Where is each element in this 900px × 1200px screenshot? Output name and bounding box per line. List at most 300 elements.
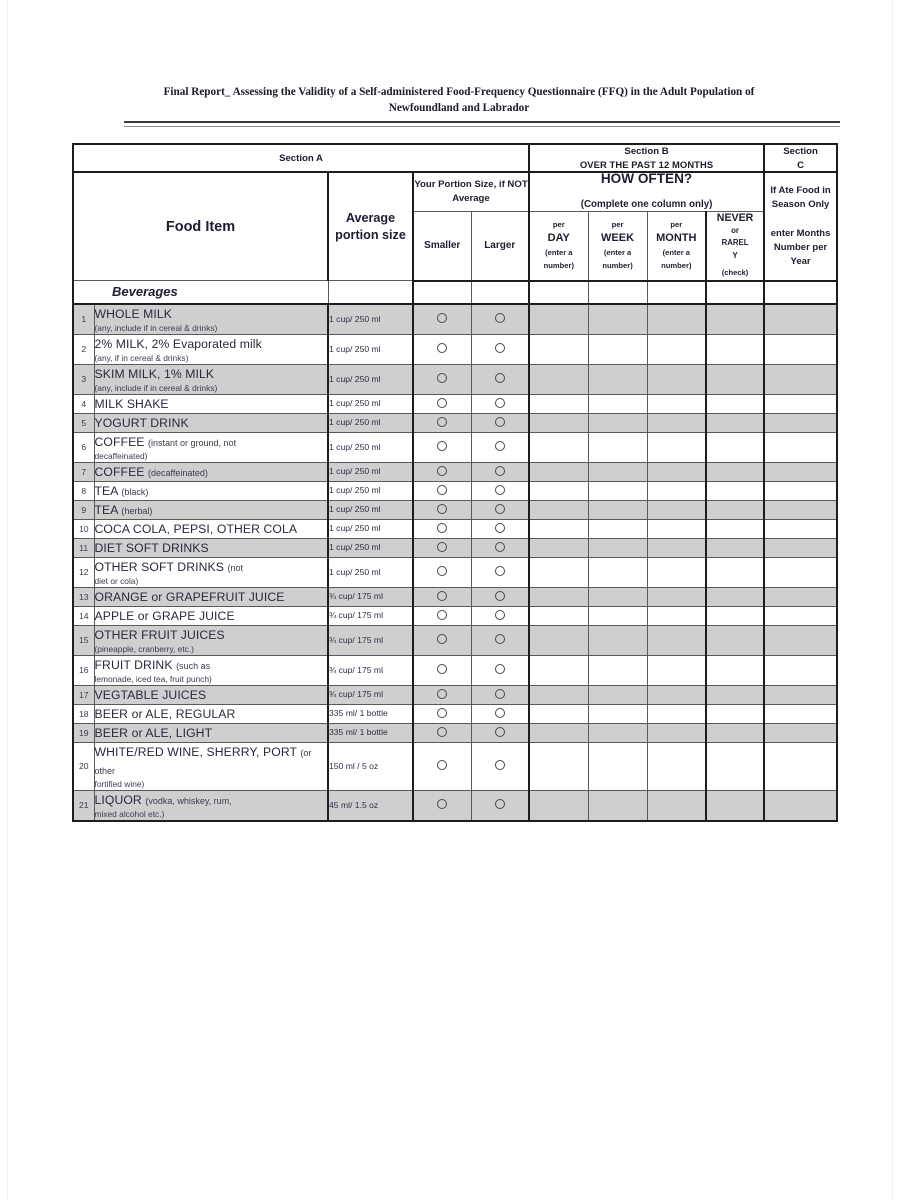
per-day-entry[interactable] — [529, 625, 588, 655]
radio-circle-icon[interactable] — [437, 466, 447, 476]
per-month-entry[interactable] — [647, 723, 706, 742]
food-item-name — [94, 500, 328, 519]
per-week-entry[interactable] — [588, 334, 647, 364]
months-per-year-entry[interactable] — [764, 655, 837, 685]
header-per-month-label: MONTH — [656, 231, 697, 244]
smaller-radio[interactable] — [413, 304, 471, 335]
larger-radio[interactable] — [471, 364, 529, 394]
food-item-subnote: fortified wine) — [94, 778, 145, 789]
per-day-entry[interactable] — [529, 519, 588, 538]
header-never-or-rarely — [706, 212, 764, 281]
smaller-radio[interactable] — [413, 790, 471, 821]
group-heading-row — [73, 281, 837, 304]
radio-circle-icon[interactable] — [495, 799, 505, 809]
column-header-row-primary — [73, 172, 837, 212]
months-per-year-entry[interactable] — [764, 704, 837, 723]
radio-circle-icon[interactable] — [495, 343, 505, 353]
larger-radio[interactable] — [471, 685, 529, 704]
per-week-entry[interactable] — [588, 685, 647, 704]
average-portion-size-value: 1 cup/ 250 ml — [328, 500, 413, 519]
never-rarely-entry[interactable] — [706, 500, 764, 519]
row-number: 15 — [73, 625, 94, 655]
per-month-entry[interactable] — [647, 655, 706, 685]
never-rarely-entry[interactable] — [706, 413, 764, 432]
per-month-entry[interactable] — [647, 790, 706, 821]
per-day-entry[interactable] — [529, 462, 588, 481]
radio-circle-icon[interactable] — [437, 610, 447, 620]
header-average-portion-size: Average portion size — [328, 172, 413, 281]
radio-circle-icon[interactable] — [437, 727, 447, 737]
never-rarely-entry[interactable] — [706, 742, 764, 790]
food-item-qualifier: (or other — [94, 747, 312, 776]
larger-radio[interactable] — [471, 432, 529, 462]
group-heading-portion-cell — [328, 281, 413, 304]
per-day-entry[interactable] — [529, 432, 588, 462]
never-rarely-entry[interactable] — [706, 790, 764, 821]
radio-circle-icon[interactable] — [495, 373, 505, 383]
per-day-entry[interactable] — [529, 742, 588, 790]
per-week-entry[interactable] — [588, 481, 647, 500]
per-day-entry[interactable] — [529, 606, 588, 625]
smaller-radio[interactable] — [413, 723, 471, 742]
ffq-questionnaire-table — [72, 143, 838, 822]
per-week-entry[interactable] — [588, 655, 647, 685]
table-row — [73, 723, 837, 742]
food-item-label: COFFEE — [94, 434, 149, 449]
header-season-only — [764, 172, 837, 281]
smaller-radio[interactable] — [413, 625, 471, 655]
per-month-entry[interactable] — [647, 587, 706, 606]
never-rarely-entry[interactable] — [706, 304, 764, 335]
food-item-name — [94, 685, 328, 704]
months-per-year-entry[interactable] — [764, 606, 837, 625]
months-per-year-entry[interactable] — [764, 685, 837, 704]
row-number: 5 — [73, 413, 94, 432]
months-per-year-entry[interactable] — [764, 462, 837, 481]
header-per-month-prefix: per — [670, 220, 683, 230]
average-portion-size-value: ¾ cup/ 175 ml — [328, 685, 413, 704]
radio-circle-icon[interactable] — [437, 343, 447, 353]
months-per-year-entry[interactable] — [764, 625, 837, 655]
food-item-label: MILK SHAKE — [94, 396, 169, 411]
per-day-entry[interactable] — [529, 704, 588, 723]
average-portion-size-value: 1 cup/ 250 ml — [328, 394, 413, 413]
larger-radio[interactable] — [471, 742, 529, 790]
per-week-entry[interactable] — [588, 413, 647, 432]
radio-circle-icon[interactable] — [437, 313, 447, 323]
food-item-name — [94, 655, 328, 685]
larger-radio[interactable] — [471, 723, 529, 742]
food-item-label: YOGURT DRINK — [94, 415, 189, 430]
radio-circle-icon[interactable] — [495, 441, 505, 451]
months-per-year-entry[interactable] — [764, 304, 837, 335]
radio-circle-icon[interactable] — [495, 664, 505, 674]
group-heading-cell — [73, 281, 328, 304]
radio-circle-icon[interactable] — [437, 799, 447, 809]
header-never-or: or — [731, 225, 739, 235]
radio-circle-icon[interactable] — [495, 417, 505, 427]
never-rarely-entry[interactable] — [706, 538, 764, 557]
section-banner-row — [73, 144, 837, 172]
row-number: 17 — [73, 685, 94, 704]
smaller-radio[interactable] — [413, 519, 471, 538]
radio-circle-icon[interactable] — [437, 566, 447, 576]
section-b-subtitle: OVER THE PAST 12 MONTHS — [579, 159, 714, 170]
smaller-radio[interactable] — [413, 462, 471, 481]
food-item-label: OTHER SOFT DRINKS — [94, 559, 228, 574]
radio-circle-icon[interactable] — [437, 542, 447, 552]
food-item-name — [94, 481, 328, 500]
section-b-label: Section B — [624, 146, 669, 157]
food-item-qualifier: (such as — [176, 660, 211, 671]
header-food-item: Food Item — [73, 172, 328, 281]
per-week-entry[interactable] — [588, 606, 647, 625]
per-month-entry[interactable] — [647, 334, 706, 364]
months-per-year-entry[interactable] — [764, 334, 837, 364]
food-item-label: TEA — [94, 502, 122, 517]
average-portion-size-value: 1 cup/ 250 ml — [328, 413, 413, 432]
table-row — [73, 606, 837, 625]
larger-radio[interactable] — [471, 655, 529, 685]
per-day-entry[interactable] — [529, 587, 588, 606]
never-rarely-entry[interactable] — [706, 334, 764, 364]
group-heading-season-cell — [764, 281, 837, 304]
radio-circle-icon[interactable] — [437, 504, 447, 514]
per-week-entry[interactable] — [588, 625, 647, 655]
per-day-entry[interactable] — [529, 304, 588, 335]
header-per-day-prefix: per — [552, 220, 565, 230]
per-day-entry[interactable] — [529, 500, 588, 519]
food-item-qualifier: (instant or ground, not — [148, 437, 237, 448]
header-smaller: Smaller — [413, 212, 471, 281]
per-month-entry[interactable] — [647, 304, 706, 335]
average-portion-size-value: 1 cup/ 250 ml — [328, 462, 413, 481]
food-item-name — [94, 723, 328, 742]
average-portion-size-value: 1 cup/ 250 ml — [328, 481, 413, 500]
per-week-entry[interactable] — [588, 557, 647, 587]
larger-radio[interactable] — [471, 625, 529, 655]
radio-circle-icon[interactable] — [495, 727, 505, 737]
per-week-entry[interactable] — [588, 704, 647, 723]
radio-circle-icon[interactable] — [495, 760, 505, 770]
section-b-header — [529, 144, 764, 172]
per-month-entry[interactable] — [647, 481, 706, 500]
per-week-entry[interactable] — [588, 538, 647, 557]
row-number: 18 — [73, 704, 94, 723]
food-item-subnote: diet or cola) — [94, 575, 139, 586]
per-month-entry[interactable] — [647, 685, 706, 704]
months-per-year-entry[interactable] — [764, 364, 837, 394]
per-month-entry[interactable] — [647, 742, 706, 790]
larger-radio[interactable] — [471, 606, 529, 625]
radio-circle-icon[interactable] — [437, 441, 447, 451]
table-row — [73, 557, 837, 587]
months-per-year-entry[interactable] — [764, 394, 837, 413]
never-rarely-entry[interactable] — [706, 394, 764, 413]
food-item-name — [94, 364, 328, 394]
larger-radio[interactable] — [471, 500, 529, 519]
never-rarely-entry[interactable] — [706, 625, 764, 655]
radio-circle-icon[interactable] — [437, 760, 447, 770]
table-row — [73, 304, 837, 335]
per-day-entry[interactable] — [529, 685, 588, 704]
food-item-subnote: (pineapple, cranberry, etc.) — [94, 643, 194, 654]
per-week-entry[interactable] — [588, 462, 647, 481]
per-month-entry[interactable] — [647, 519, 706, 538]
per-day-entry[interactable] — [529, 481, 588, 500]
larger-radio[interactable] — [471, 704, 529, 723]
food-item-name — [94, 606, 328, 625]
radio-circle-icon[interactable] — [495, 466, 505, 476]
smaller-radio[interactable] — [413, 557, 471, 587]
months-per-year-entry[interactable] — [764, 519, 837, 538]
per-day-entry[interactable] — [529, 723, 588, 742]
per-month-entry[interactable] — [647, 538, 706, 557]
per-day-entry[interactable] — [529, 394, 588, 413]
per-month-entry[interactable] — [647, 500, 706, 519]
row-number: 3 — [73, 364, 94, 394]
row-number: 4 — [73, 394, 94, 413]
food-item-label: DIET SOFT DRINKS — [94, 540, 209, 555]
per-day-entry[interactable] — [529, 334, 588, 364]
per-week-entry[interactable] — [588, 790, 647, 821]
never-rarely-entry[interactable] — [706, 481, 764, 500]
group-heading-smaller-cell — [413, 281, 471, 304]
header-per-month — [647, 212, 706, 281]
radio-circle-icon[interactable] — [495, 398, 505, 408]
per-day-entry[interactable] — [529, 557, 588, 587]
larger-radio[interactable] — [471, 304, 529, 335]
months-per-year-entry[interactable] — [764, 538, 837, 557]
food-item-label: 2% MILK, 2% Evaporated milk — [94, 336, 262, 351]
smaller-radio[interactable] — [413, 334, 471, 364]
months-per-year-entry[interactable] — [764, 500, 837, 519]
table-row — [73, 394, 837, 413]
header-how-often-label: HOW OFTEN? — [600, 171, 693, 186]
radio-circle-icon[interactable] — [437, 591, 447, 601]
food-item-qualifier: (decaffeinated) — [148, 467, 208, 478]
larger-radio[interactable] — [471, 557, 529, 587]
per-month-entry[interactable] — [647, 606, 706, 625]
food-item-label: BEER or ALE, REGULAR — [94, 706, 236, 721]
per-month-entry[interactable] — [647, 394, 706, 413]
radio-circle-icon[interactable] — [495, 634, 505, 644]
per-week-entry[interactable] — [588, 519, 647, 538]
smaller-radio[interactable] — [413, 655, 471, 685]
header-per-week — [588, 212, 647, 281]
table-row — [73, 742, 837, 790]
food-item-qualifier: (vodka, whiskey, rum, — [145, 795, 232, 806]
months-per-year-entry[interactable] — [764, 557, 837, 587]
per-day-entry[interactable] — [529, 413, 588, 432]
never-rarely-entry[interactable] — [706, 606, 764, 625]
per-month-entry[interactable] — [647, 413, 706, 432]
radio-circle-icon[interactable] — [495, 504, 505, 514]
radio-circle-icon[interactable] — [437, 417, 447, 427]
table-row — [73, 587, 837, 606]
radio-circle-icon[interactable] — [495, 485, 505, 495]
radio-circle-icon[interactable] — [437, 708, 447, 718]
per-day-entry[interactable] — [529, 790, 588, 821]
table-row — [73, 462, 837, 481]
months-per-year-entry[interactable] — [764, 742, 837, 790]
average-portion-size-value: 335 ml/ 1 bottle — [328, 704, 413, 723]
months-per-year-entry[interactable] — [764, 790, 837, 821]
table-row — [73, 334, 837, 364]
larger-radio[interactable] — [471, 462, 529, 481]
per-day-entry[interactable] — [529, 364, 588, 394]
radio-circle-icon[interactable] — [437, 664, 447, 674]
food-item-subnote: (any, include if in cereal & drinks) — [94, 322, 218, 333]
smaller-radio[interactable] — [413, 587, 471, 606]
radio-circle-icon[interactable] — [437, 634, 447, 644]
row-number: 12 — [73, 557, 94, 587]
average-portion-size-value: 1 cup/ 250 ml — [328, 364, 413, 394]
radio-circle-icon[interactable] — [495, 610, 505, 620]
smaller-radio[interactable] — [413, 413, 471, 432]
section-c-header — [764, 144, 837, 172]
smaller-radio[interactable] — [413, 481, 471, 500]
per-week-entry[interactable] — [588, 587, 647, 606]
average-portion-size-value: 45 ml/ 1.5 oz — [328, 790, 413, 821]
months-per-year-entry[interactable] — [764, 481, 837, 500]
section-c-label-2: C — [797, 159, 804, 170]
food-item-name — [94, 704, 328, 723]
food-item-name — [94, 519, 328, 538]
months-per-year-entry[interactable] — [764, 723, 837, 742]
smaller-radio[interactable] — [413, 500, 471, 519]
never-rarely-entry[interactable] — [706, 704, 764, 723]
larger-radio[interactable] — [471, 394, 529, 413]
larger-radio[interactable] — [471, 413, 529, 432]
food-item-name — [94, 557, 328, 587]
row-number: 10 — [73, 519, 94, 538]
average-portion-size-value: 1 cup/ 250 ml — [328, 334, 413, 364]
header-per-day-hint: (enter a number) — [543, 248, 574, 270]
never-rarely-entry[interactable] — [706, 364, 764, 394]
larger-radio[interactable] — [471, 587, 529, 606]
smaller-radio[interactable] — [413, 538, 471, 557]
food-item-rows — [73, 304, 837, 821]
smaller-radio[interactable] — [413, 704, 471, 723]
never-rarely-entry[interactable] — [706, 557, 764, 587]
title-divider — [124, 121, 840, 123]
never-rarely-entry[interactable] — [706, 723, 764, 742]
smaller-radio[interactable] — [413, 685, 471, 704]
per-week-entry[interactable] — [588, 394, 647, 413]
food-item-qualifier: (not — [227, 562, 243, 573]
smaller-radio[interactable] — [413, 394, 471, 413]
food-item-label: LIQUOR — [94, 792, 146, 807]
per-month-entry[interactable] — [647, 625, 706, 655]
per-month-entry[interactable] — [647, 432, 706, 462]
food-item-name — [94, 742, 328, 790]
food-item-name — [94, 394, 328, 413]
row-number: 20 — [73, 742, 94, 790]
header-how-often-note: (Complete one column only) — [580, 199, 713, 210]
larger-radio[interactable] — [471, 790, 529, 821]
radio-circle-icon[interactable] — [495, 708, 505, 718]
per-month-entry[interactable] — [647, 557, 706, 587]
per-week-entry[interactable] — [588, 432, 647, 462]
radio-circle-icon[interactable] — [437, 523, 447, 533]
per-week-entry[interactable] — [588, 364, 647, 394]
radio-circle-icon[interactable] — [495, 566, 505, 576]
header-never-check: (check) — [721, 268, 749, 277]
never-rarely-entry[interactable] — [706, 432, 764, 462]
group-heading-never-cell — [706, 281, 764, 304]
radio-circle-icon[interactable] — [495, 542, 505, 552]
never-rarely-entry[interactable] — [706, 462, 764, 481]
table-row — [73, 704, 837, 723]
food-item-name — [94, 413, 328, 432]
per-week-entry[interactable] — [588, 500, 647, 519]
never-rarely-entry[interactable] — [706, 519, 764, 538]
radio-circle-icon[interactable] — [495, 313, 505, 323]
months-per-year-entry[interactable] — [764, 587, 837, 606]
row-number: 2 — [73, 334, 94, 364]
per-day-entry[interactable] — [529, 538, 588, 557]
per-month-entry[interactable] — [647, 364, 706, 394]
per-month-entry[interactable] — [647, 462, 706, 481]
food-item-qualifier: (black) — [121, 486, 149, 497]
larger-radio[interactable] — [471, 538, 529, 557]
larger-radio[interactable] — [471, 519, 529, 538]
months-per-year-entry[interactable] — [764, 413, 837, 432]
radio-circle-icon[interactable] — [437, 689, 447, 699]
never-rarely-entry[interactable] — [706, 655, 764, 685]
food-item-label: BEER or ALE, LIGHT — [94, 725, 213, 740]
row-number: 8 — [73, 481, 94, 500]
per-week-entry[interactable] — [588, 723, 647, 742]
larger-radio[interactable] — [471, 334, 529, 364]
food-item-name — [94, 334, 328, 364]
food-item-label: COFFEE — [94, 464, 149, 479]
food-item-subnote: (any, if in cereal & drinks) — [94, 352, 189, 363]
radio-circle-icon[interactable] — [437, 398, 447, 408]
table-row — [73, 538, 837, 557]
average-portion-size-value: 1 cup/ 250 ml — [328, 432, 413, 462]
average-portion-size-value: ¾ cup/ 175 ml — [328, 606, 413, 625]
per-day-entry[interactable] — [529, 655, 588, 685]
average-portion-size-value: ¾ cup/ 175 ml — [328, 587, 413, 606]
never-rarely-entry[interactable] — [706, 587, 764, 606]
per-month-entry[interactable] — [647, 704, 706, 723]
larger-radio[interactable] — [471, 481, 529, 500]
radio-circle-icon[interactable] — [495, 689, 505, 699]
title-divider-thin — [124, 126, 840, 127]
per-week-entry[interactable] — [588, 742, 647, 790]
food-item-label: TEA — [94, 483, 122, 498]
group-heading-month-cell — [647, 281, 706, 304]
months-per-year-entry[interactable] — [764, 432, 837, 462]
radio-circle-icon[interactable] — [495, 523, 505, 533]
per-week-entry[interactable] — [588, 304, 647, 335]
radio-circle-icon[interactable] — [495, 591, 505, 601]
table-row — [73, 655, 837, 685]
smaller-radio[interactable] — [413, 432, 471, 462]
radio-circle-icon[interactable] — [437, 373, 447, 383]
smaller-radio[interactable] — [413, 742, 471, 790]
header-per-month-hint: (enter a number) — [661, 248, 692, 270]
radio-circle-icon[interactable] — [437, 485, 447, 495]
table-row — [73, 364, 837, 394]
never-rarely-entry[interactable] — [706, 685, 764, 704]
average-portion-size-value: 1 cup/ 250 ml — [328, 304, 413, 335]
table-row — [73, 481, 837, 500]
smaller-radio[interactable] — [413, 606, 471, 625]
smaller-radio[interactable] — [413, 364, 471, 394]
